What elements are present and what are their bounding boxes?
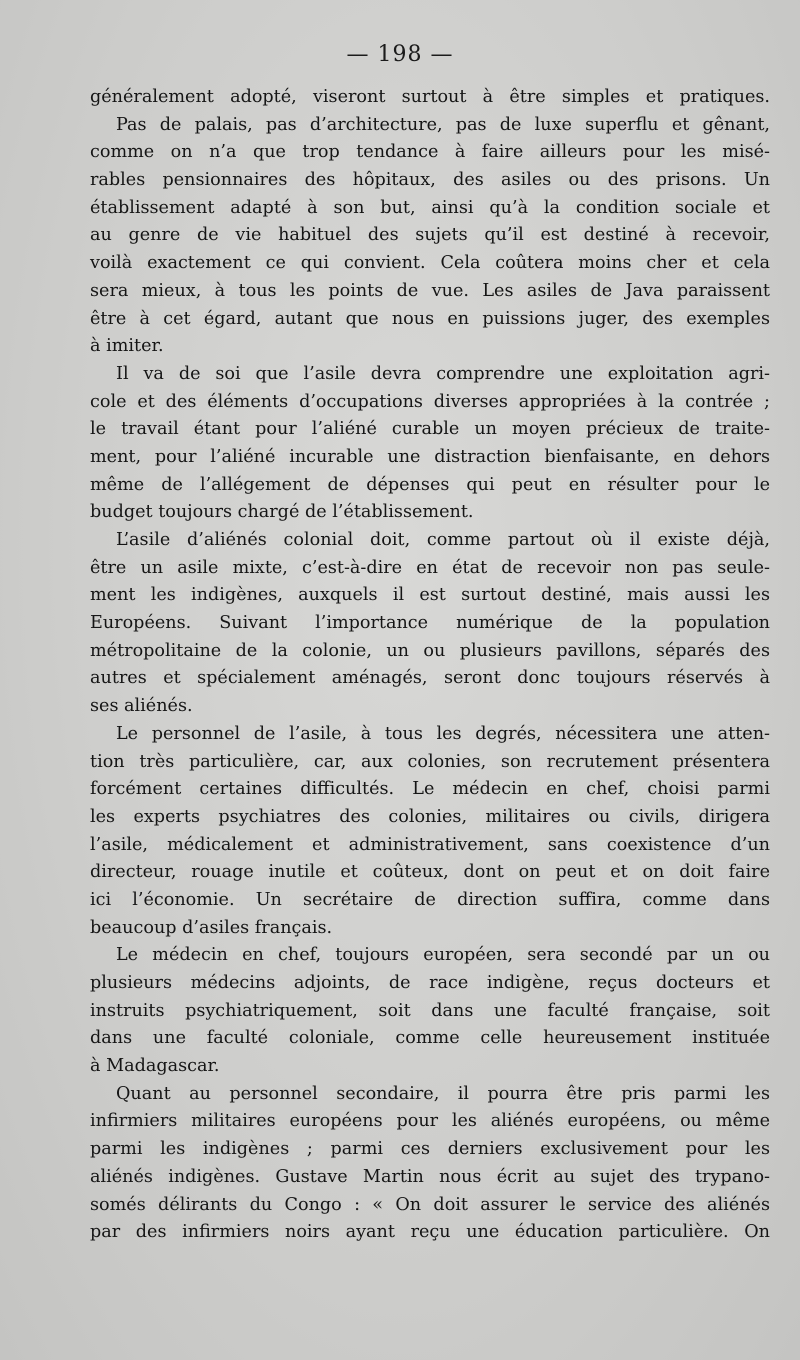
text-line: ses aliénés. (90, 696, 193, 717)
text-line: Le médecin en chef, toujours européen, sera secondé par un ou (116, 945, 770, 966)
text-line: être à cet égard, autant que nous en puissions juger, des exemples (90, 308, 770, 329)
text-line: ici l’économie. Un secrétaire de direction suffira, comme dans (90, 889, 770, 910)
text-line: dans une faculté coloniale, comme celle heureusement instituée (90, 1028, 770, 1049)
text-line: à imiter. (90, 336, 164, 357)
text-line: même de l’allégement de dépenses qui peut en résulter pour le (90, 474, 770, 495)
text-line: voilà exactement ce qui convient. Cela coûtera moins cher et cela (90, 253, 770, 274)
text-line: L’asile d’aliénés colonial doit, comme partout où il existe déjà, (116, 530, 770, 550)
text-line: Européens. Suivant l’importance numérique de la population (90, 613, 770, 634)
text-line: instruits psychiatriquement, soit dans une faculté française, soit (90, 1000, 770, 1021)
text-line: au genre de vie habituel des sujets qu’il est destiné à recevoir, (90, 225, 770, 246)
text-line: infirmiers militaires européens pour les aliénés européens, ou même (90, 1111, 770, 1132)
text-line: ment, pour l’aliéné incurable une distraction bienfaisante, en dehors (90, 446, 770, 467)
text-line: aliénés indigènes. Gustave Martin nous écrit au sujet des trypano- (90, 1166, 770, 1187)
text-line: budget toujours chargé de l’établissement. (90, 502, 474, 523)
text-line: Pas de palais, pas d’architecture, pas de luxe superflu et gênant, (116, 114, 770, 135)
text-line: comme on n’a que trop tendance à faire ailleurs pour les misé- (90, 142, 770, 163)
text-line: parmi les indigènes ; parmi ces derniers exclusivement pour les (90, 1139, 770, 1160)
text-line: directeur, rouage inutile et coûteux, dont on peut et on doit faire (90, 862, 770, 883)
text-line: à Madagascar. (90, 1056, 220, 1077)
text-line: beaucoup d’asiles français. (90, 917, 333, 938)
text-line: les experts psychiatres des colonies, militaires ou civils, dirigera (90, 806, 770, 827)
text-line: tion très particulière, car, aux colonies, son recrutement présentera (90, 751, 770, 772)
text-line: le travail étant pour l’aliéné curable un moyen précieux de traite- (90, 419, 770, 440)
text-line: être un asile mixte, c’est-à-dire en état de recevoir non pas seule- (90, 557, 770, 578)
text-line: l’asile, médicalement et administrativement, sans coexistence d’un (90, 834, 770, 855)
text-line: sera mieux, à tous les points de vue. Les asiles de Java paraissent (90, 280, 770, 301)
text-line: plusieurs médecins adjoints, de race indigène, reçus docteurs et (90, 973, 770, 993)
text-line: métropolitaine de la colonie, un ou plusieurs pavillons, séparés des (90, 640, 770, 661)
body-text (90, 84, 770, 1247)
text-line: cole et des éléments d’occupations diverses appropriées à la contrée ; (90, 391, 770, 412)
text-line: Le personnel de l’asile, à tous les degrés, nécessitera une atten- (116, 723, 770, 744)
text-line: Il va de soi que l’asile devra comprendre une exploitation agri- (116, 363, 770, 384)
text-line: généralement adopté, viseront surtout à être simples et pratiques. (90, 87, 770, 107)
text-line: établissement adapté à son but, ainsi qu’à la condition sociale et (90, 197, 770, 218)
text-line: rables pensionnaires des hôpitaux, des asiles ou des prisons. Un (90, 170, 770, 191)
text-line: somés délirants du Congo : « On doit assurer le service des aliénés (90, 1194, 770, 1215)
text-line: autres et spécialement aménagés, seront donc toujours réservés à (90, 668, 770, 689)
text-line: Quant au personnel secondaire, il pourra être pris parmi les (116, 1083, 770, 1104)
text-line: par des infirmiers noirs ayant reçu une éducation particulière. On (90, 1222, 770, 1243)
text-line: forcément certaines difficultés. Le médecin en chef, choisi parmi (90, 779, 770, 800)
text-line: ment les indigènes, auxquels il est surtout destiné, mais aussi les (90, 585, 770, 606)
page-number: — 198 — (346, 42, 454, 67)
